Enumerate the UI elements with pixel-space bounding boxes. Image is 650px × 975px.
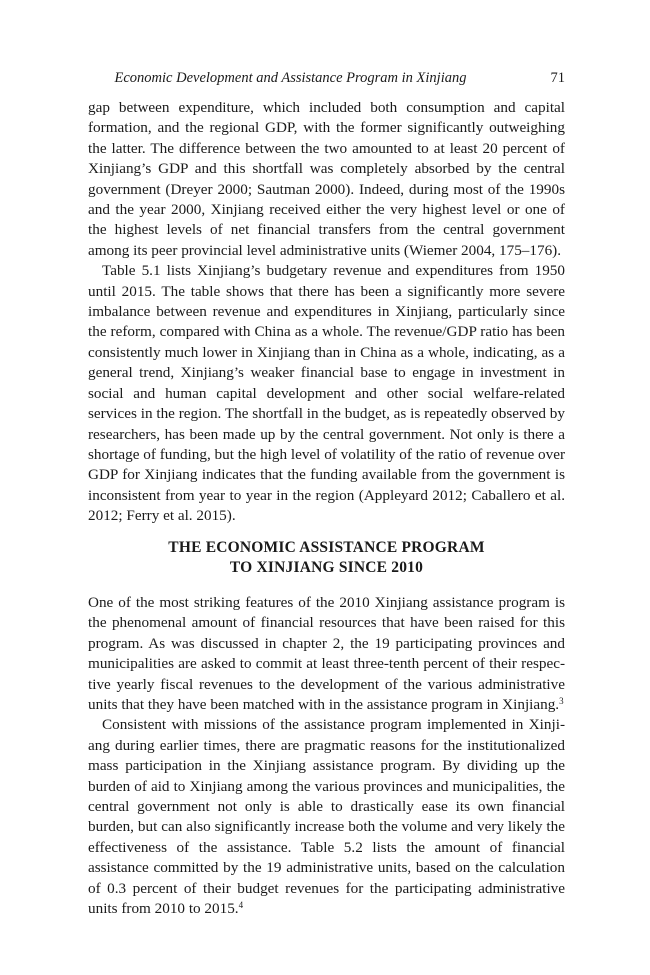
section-heading-line: TO XINJIANG SINCE 2010 — [229, 559, 424, 576]
running-head — [88, 68, 565, 88]
paragraph-text: One of the most striking features of the 2010 Xinjiang assistance program is the phenomenal amount of financial resources that have been raised for this program. As was discussed in chapter 2, the 19 participating provinces and municipalities are asked to commit at least three-tenth percent of their respective yearly fiscal revenues to the development of the various administrative units that they have been matched with in the assistance program in Xinjiang. — [88, 594, 565, 714]
paragraph-text: gap between expenditure, which included both consumption and capital formation, and the regional GDP, with the former significantly outweighing the latter. The difference between the two amounted to at least 20 percent of Xinjiang’s GDP and this shortfall was completely absorbed by the central government (Dreyer 2000; Sautman 2000). Indeed, during most of the 1990s and the year 2000, Xinjiang received either the very highest level or one of the highest levels of net financial transfers from the central government among its peer provincial level administrative units (Wiemer 2004, 175–176). — [88, 99, 565, 259]
page-number: 71 — [550, 70, 565, 86]
paragraph — [88, 261, 565, 526]
paragraph — [88, 98, 565, 261]
footnote-marker[interactable]: 4 — [238, 900, 244, 911]
body-text-after-heading — [88, 593, 565, 920]
section-heading-line: THE ECONOMIC ASSISTANCE PROGRAM — [168, 539, 485, 556]
section-heading — [88, 538, 565, 578]
paragraph — [88, 593, 565, 715]
body-text-before-heading — [88, 98, 565, 527]
paragraph-text: Table 5.1 lists Xinjiang’s budgetary revenue and expenditures from 1950 until 2015. The table shows that there has been a significantly more severe imbalance between revenue and expenditures in Xinjiang, particularly since the reform, compared with China as a whole. The revenue/GDP ratio has been consistently much lower in Xinjiang than in China as a whole, indicating, as a general trend, Xinjiang’s weaker financial base to engage in investment in social and human capital development and other social welfare-related services in the region. The shortfall in the budget, as is repeatedly observed by researchers, has been made up by the central government. Not only is there a shortage of funding, but the high level of volatility of the ratio of revenue over GDP for Xinjiang indicates that the funding available from the government is inconsistent from year to year in the region (Appleyard 2012; Caballero et al. 2012; Ferry et al. 2015). — [88, 262, 566, 525]
running-title: Economic Development and Assistance Program in Xinjiang — [114, 70, 467, 86]
footnote-marker[interactable]: 3 — [559, 696, 564, 707]
paragraph-text: Consistent with missions of the assistance program implemented in Xinjiang during earlier times, there are pragmatic reasons for the institutionalized mass participation in the Xinjiang assistance program. By dividing up the burden of aid to Xinjiang among the various provinces and municipalities, the central government not only is able to drastically ease its own financial burden, but can also significantly increase both the volume and very likely the effectiveness of the assistance. Table 5.2 lists the amount of financial assistance committed by the 19 administrative units, based on the calculation of 0.3 percent of their budget revenues for the participating administrative units from 2010 to 2015. — [88, 716, 565, 918]
paragraph — [88, 715, 565, 919]
